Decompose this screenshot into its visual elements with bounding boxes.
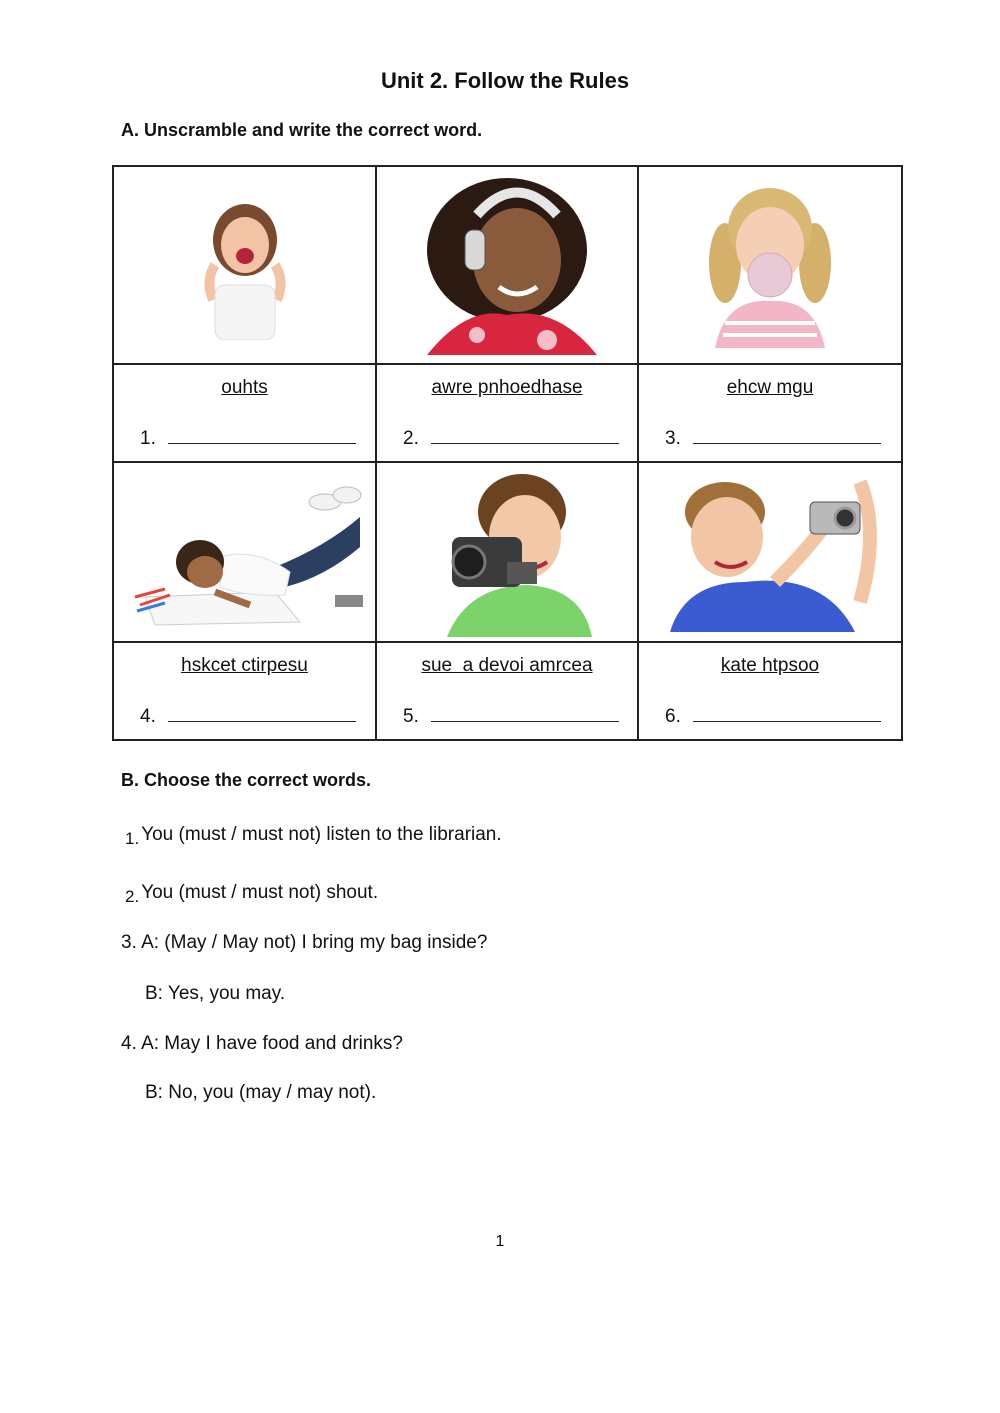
scrambled-word: sue a devoi amrcea <box>421 655 593 676</box>
scrambled-word: kate htpsoo <box>720 655 820 676</box>
answer-blank[interactable] <box>693 703 881 722</box>
girl-bubble-gum-photo <box>639 167 901 363</box>
scrambled-word: ouhts <box>221 377 268 398</box>
scrambled-word: ehcw mgu <box>726 377 814 398</box>
answer-blank[interactable] <box>168 425 356 444</box>
answer-blank[interactable] <box>431 425 619 444</box>
question-text[interactable]: You (must / must not) listen to the librarian. <box>141 824 502 845</box>
answer-blank[interactable] <box>431 703 619 722</box>
question-2 <box>125 882 378 907</box>
photo-cell <box>113 166 376 364</box>
answer-blank[interactable] <box>168 703 356 722</box>
page-number: 1 <box>495 1233 505 1250</box>
question-4-b[interactable]: B: No, you (may / may not). <box>145 1082 377 1103</box>
answer-cell <box>113 642 376 740</box>
photo-cell <box>376 166 638 364</box>
item-number: 3. <box>665 428 681 449</box>
question-3-b: B: Yes, you may. <box>145 983 286 1004</box>
item-number: 4. <box>140 706 156 727</box>
scrambled-word: hskcet ctirpesu <box>181 655 308 676</box>
unscramble-table <box>112 165 903 741</box>
answer-cell <box>113 364 376 462</box>
item-number: 1. <box>140 428 156 449</box>
answer-cell <box>376 364 638 462</box>
scrambled-word: awre pnhoedhase <box>431 377 583 398</box>
question-4-a: 4. A: May I have food and drinks? <box>121 1033 404 1054</box>
answer-blank[interactable] <box>693 425 881 444</box>
answer-cell <box>638 364 902 462</box>
photo-cell <box>638 462 902 642</box>
question-text[interactable]: You (must / must not) shout. <box>141 882 379 903</box>
question-3-a[interactable]: 3. A: (May / May not) I bring my bag inside? <box>121 932 488 953</box>
answer-cell <box>638 642 902 740</box>
item-number: 2. <box>403 428 419 449</box>
worksheet-title: Unit 2. Follow the Rules <box>380 68 630 93</box>
girl-headphones-photo <box>377 167 637 363</box>
photo-cell <box>376 462 638 642</box>
item-number: 5. <box>403 706 419 727</box>
item-number: 6. <box>665 706 681 727</box>
section-a-heading: A. Unscramble and write the correct word. <box>121 120 483 140</box>
photo-cell <box>113 462 376 642</box>
boy-video-camera-photo <box>377 463 637 641</box>
question-number: 1. <box>125 829 140 848</box>
answer-cell <box>376 642 638 740</box>
photo-cell <box>638 166 902 364</box>
boy-camera-photo <box>639 463 901 641</box>
boy-drawing-photo <box>114 463 375 641</box>
question-number: 2. <box>125 887 140 906</box>
girl-shouting-photo <box>114 167 375 363</box>
section-b-heading: B. Choose the correct words. <box>121 770 372 790</box>
question-1 <box>125 824 502 849</box>
